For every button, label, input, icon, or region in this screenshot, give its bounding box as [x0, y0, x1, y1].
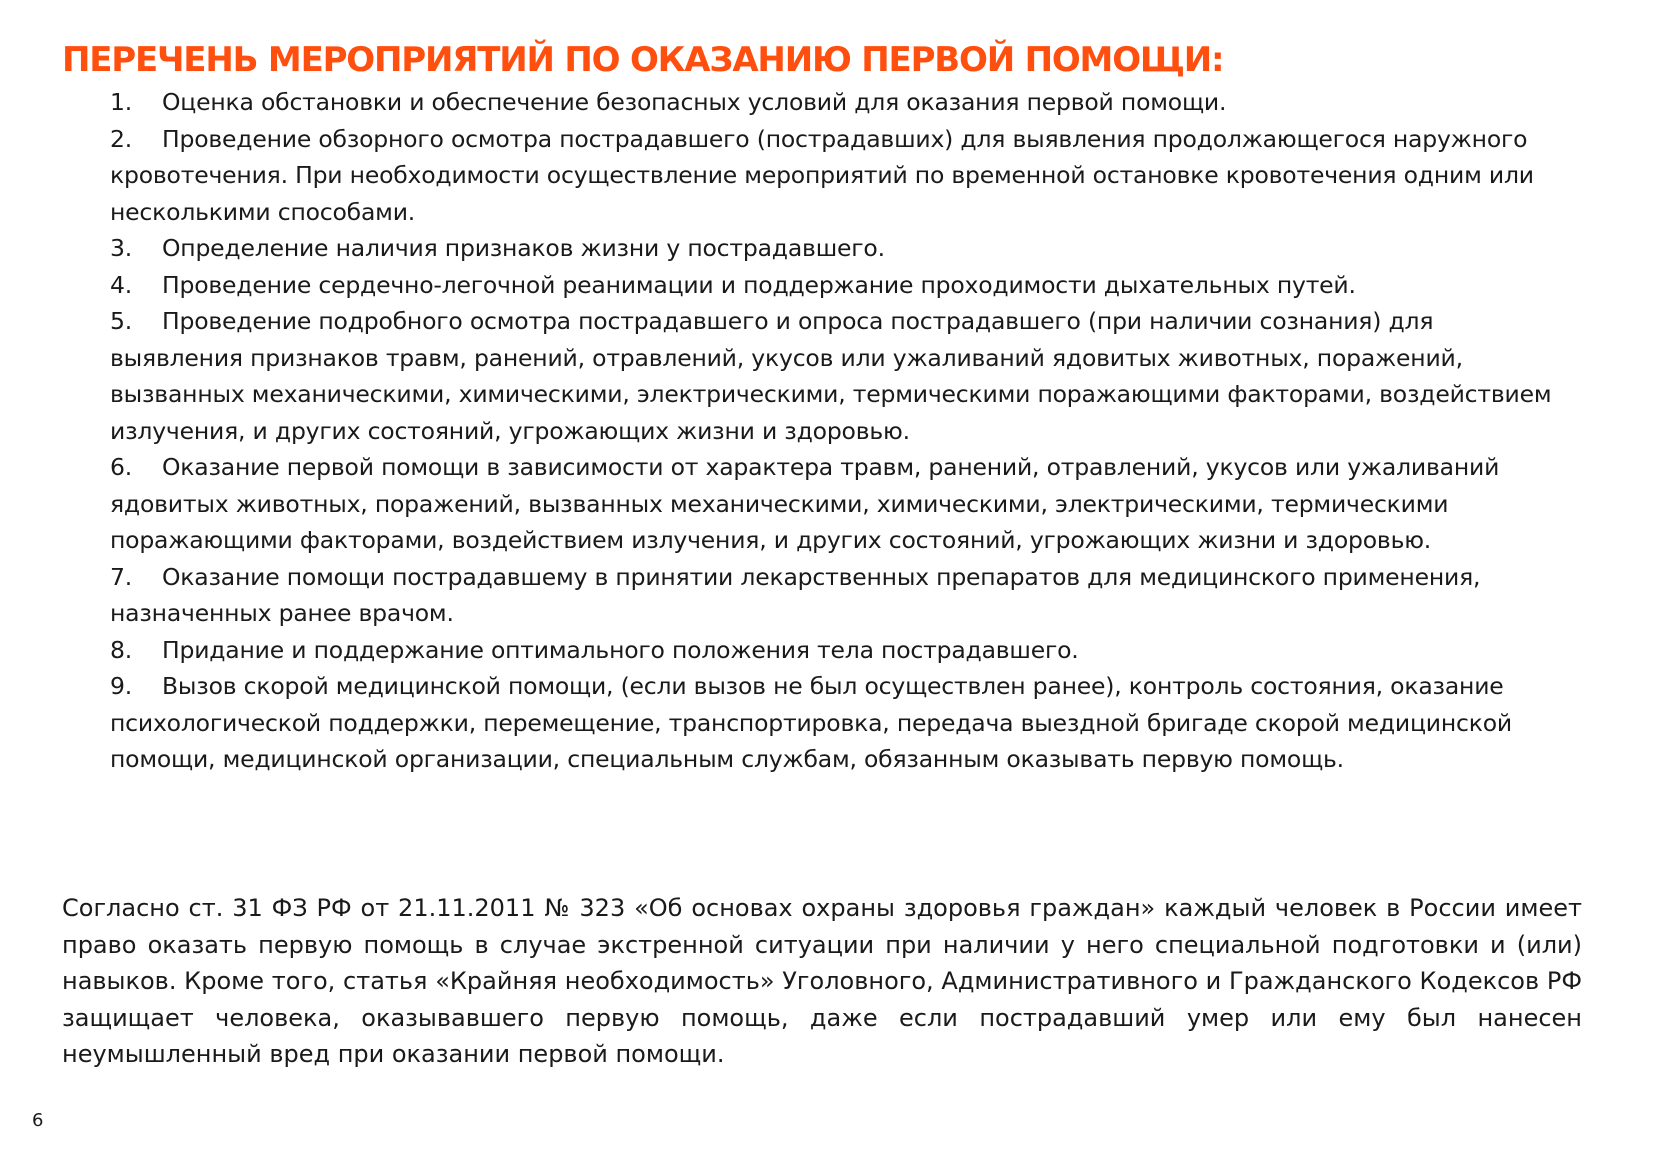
item-text: Оказание помощи пострадавшему в принятии лекарственных препаратов для медицинского применения, назначенных ранее врачом. — [110, 562, 1481, 627]
item-text: Проведение сердечно-легочной реанимации и поддержание проходимости дыхательных путей. — [162, 270, 1356, 299]
item-text: Оказание первой помощи в зависимости от характера травм, ранений, отравлений, укусов или ужаливаний ядовитых животных, поражений, вызванных механическими, химическими, электрическими, термическими поражающими факторами, воздействием излучения, и других состояний, угрожающих жизни и здоровью. — [110, 453, 1500, 554]
item-number: 2. — [110, 124, 133, 153]
item-number: 5. — [110, 307, 133, 335]
item-text: Определение наличия признаков жизни у пострадавшего. — [162, 234, 885, 262]
list-item — [110, 632, 1570, 669]
item-text: Придание и поддержание оптимального положения тела пострадавшего. — [162, 635, 1079, 664]
first-aid-measures-list — [110, 84, 1570, 778]
item-number: 6. — [110, 453, 133, 481]
legal-note-paragraph: Согласно ст. 31 ФЗ РФ от 21.11.2011 № 323 «Об основах охраны здоровья граждан» каждый человек в России имеет право оказать первую помощь в случае экстренной ситуации при наличии у него специальной подготовки и (или) навыков. Кроме того, статья «Крайняя необходимость» Уголовного, Административного и Гражданского Кодексов РФ защищает человека, оказывавшего первую помощь, даже если пострадавший умер или ему был нанесен неумышленный вред при оказании первой помощи. — [62, 894, 1582, 1068]
page-number: 6 — [32, 1110, 44, 1131]
item-number: 9. — [110, 672, 133, 700]
item-text: Оценка обстановки и обеспечение безопасных условий для оказания первой помощи. — [162, 88, 1227, 116]
list-item — [110, 230, 1570, 267]
item-number: 8. — [110, 635, 133, 664]
list-item — [110, 121, 1570, 231]
item-text: Проведение подробного осмотра пострадавшего и опроса пострадавшего (при наличии сознания) для выявления признаков травм, ранений, отравлений, укусов или ужаливаний ядовитых животных, поражений, вызванных механическими, химическими, электрическими, термическими поражающими факторами, воздействием излучения, и других состояний, угрожающих жизни и здоровью. — [110, 307, 1552, 445]
list-item — [110, 303, 1570, 449]
list-item — [110, 449, 1570, 559]
list-item — [110, 668, 1570, 778]
item-number: 1. — [110, 88, 133, 116]
list-item — [110, 84, 1570, 121]
item-number: 3. — [110, 234, 133, 262]
list-item — [110, 267, 1570, 304]
page-title: ПЕРЕЧЕНЬ МЕРОПРИЯТИЙ ПО ОКАЗАНИЮ ПЕРВОЙ ПОМОЩИ: — [62, 40, 1224, 80]
item-number: 7. — [110, 562, 133, 591]
list-item — [110, 559, 1570, 632]
item-number: 4. — [110, 270, 133, 299]
item-text: Проведение обзорного осмотра пострадавшего (пострадавших) для выявления продолжающегося наружного кровотечения. При необходимости осуществление мероприятий по временной остановке кровотечения одним или несколькими способами. — [110, 124, 1534, 226]
item-text: Вызов скорой медицинской помощи, (если вызов не был осуществлен ранее), контроль состояния, оказание психологической поддержки, перемещение, транспортировка, передача выездной бригаде скорой медицинской помощи, медицинской организации, специальным службам, обязанным оказывать первую помощь. — [110, 672, 1512, 773]
